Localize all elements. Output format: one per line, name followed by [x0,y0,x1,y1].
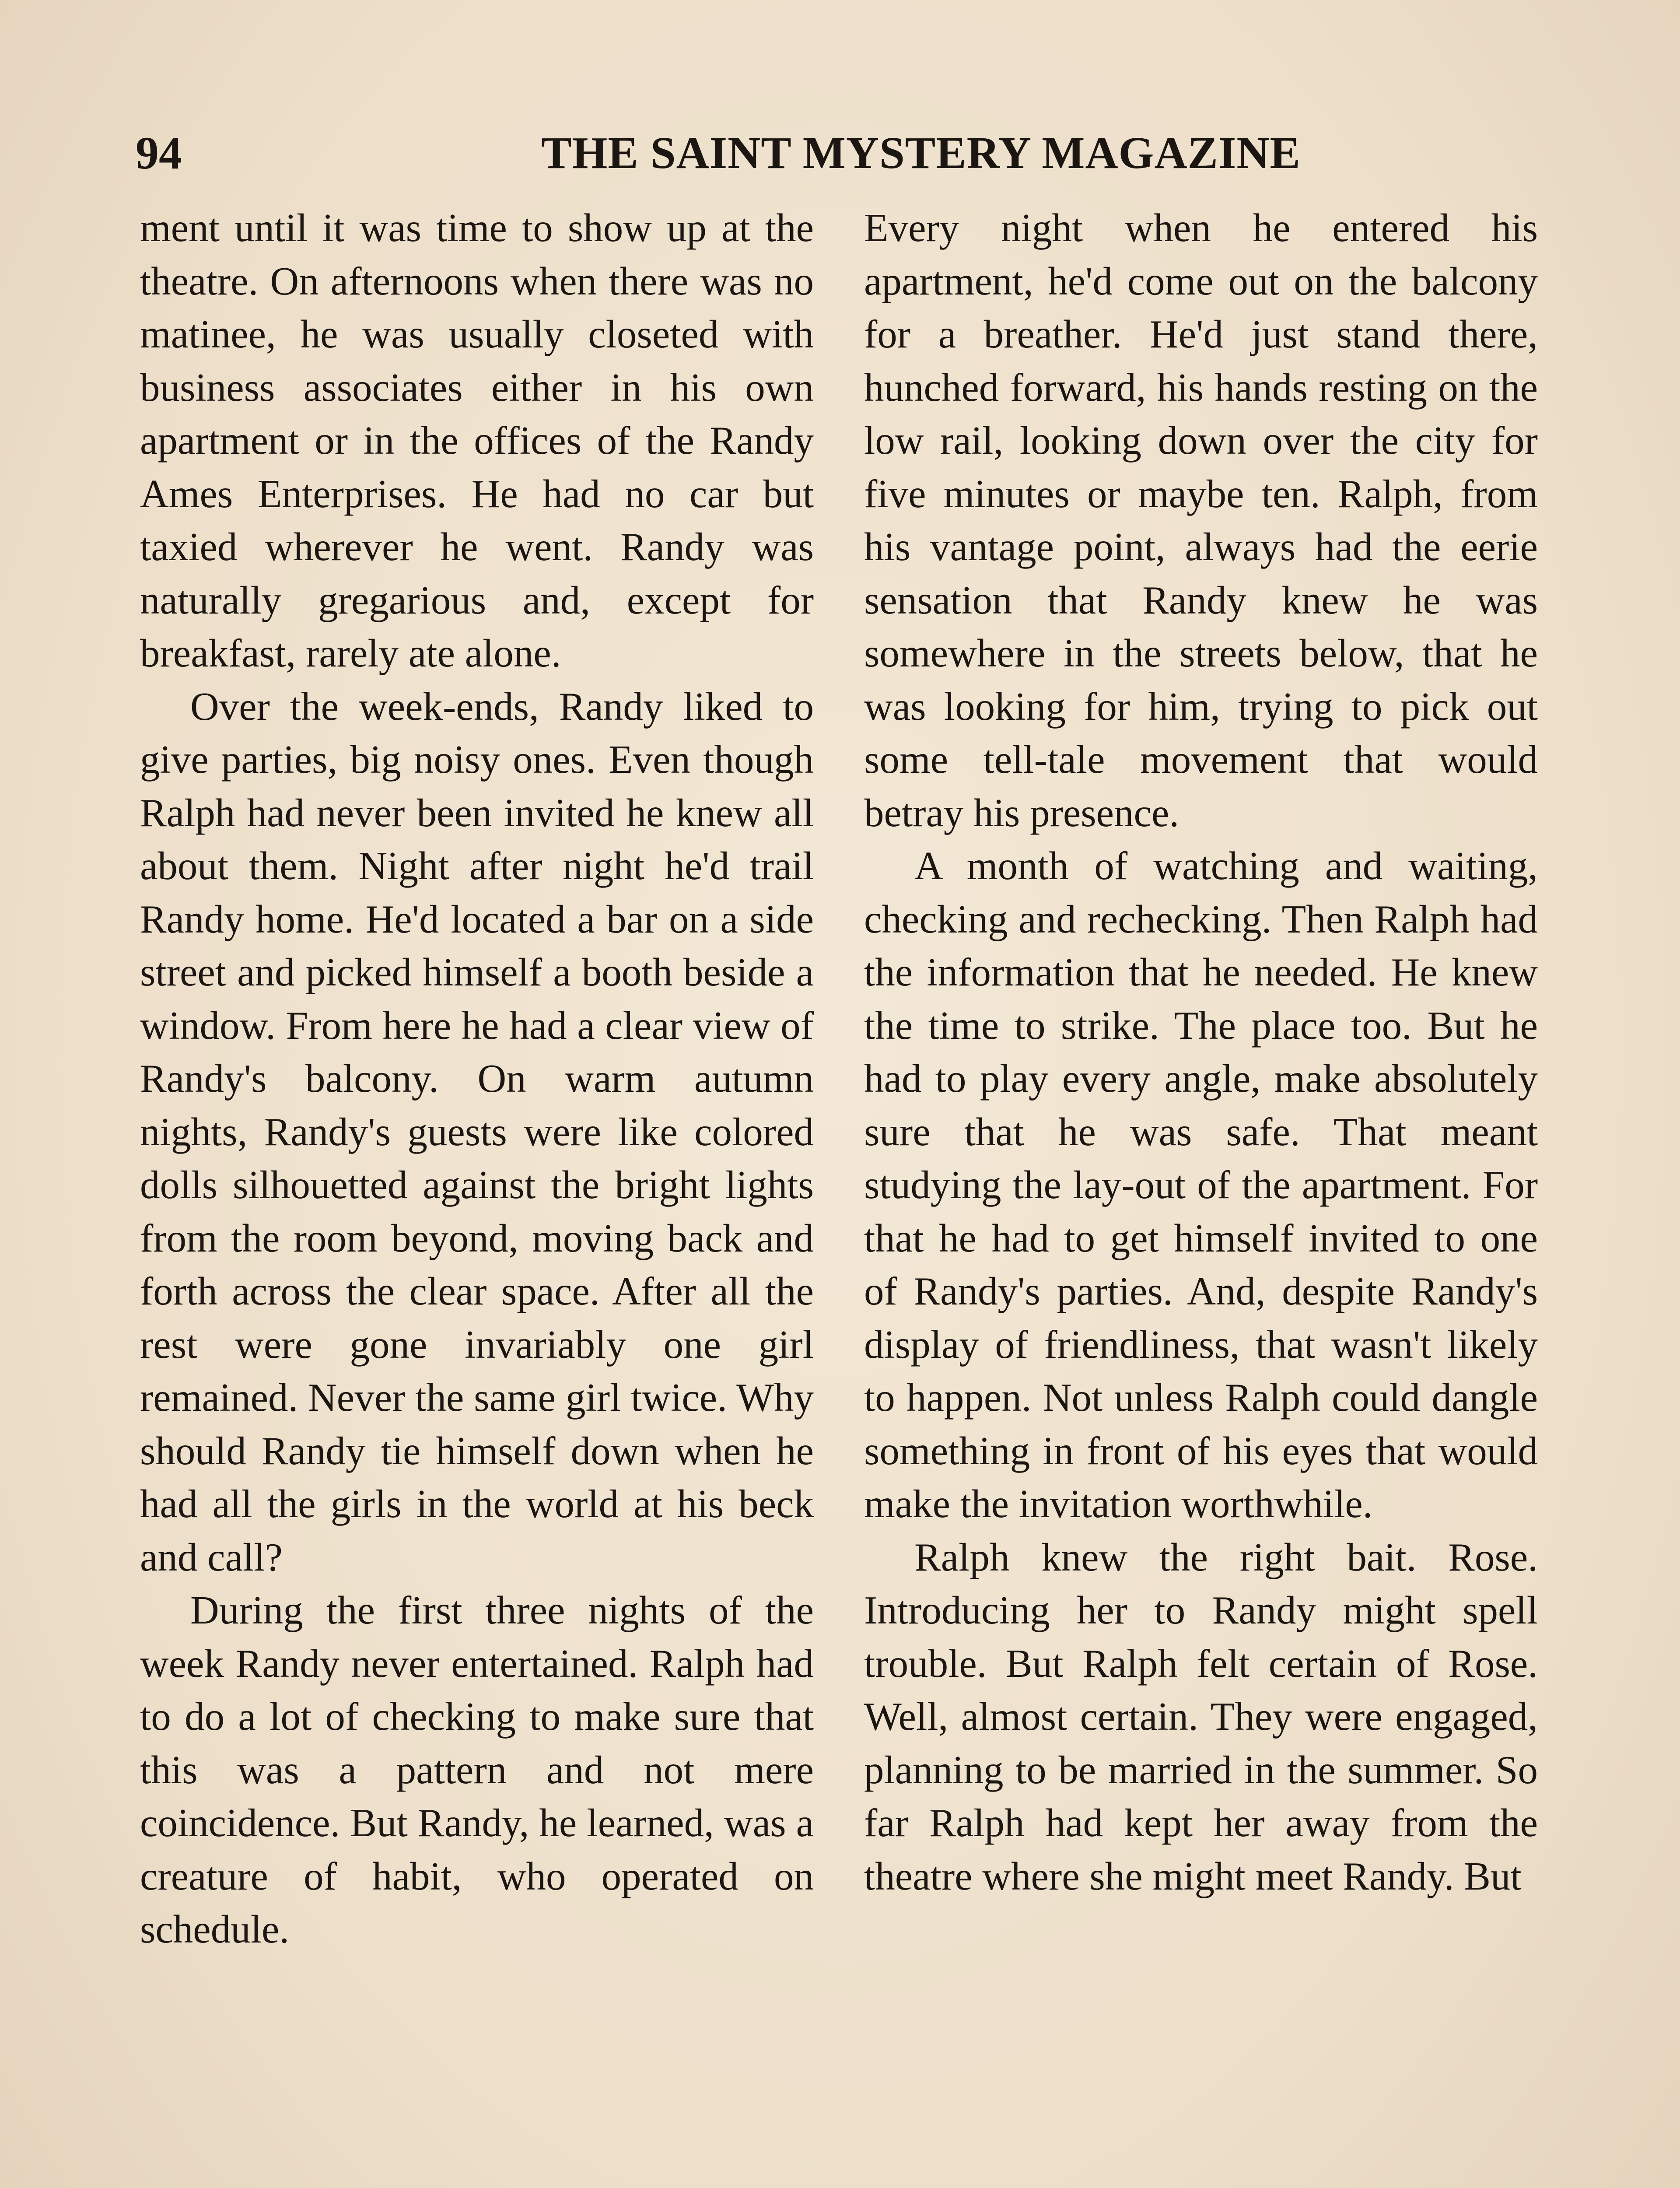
right-paragraph-1: Every night when he entered his apartment, he'd come out on the balcony for a breather. He'd just stand there, hunched forward, his hands resting on the low rail, looking down over the city for five minutes or maybe ten. Ralph, from his vantage point, always had the eerie sensation that Randy knew he was somewhere in the streets below, that he was looking for him, trying to pick out some tell-tale movement that would betray his presence. [864,206,1538,835]
right-paragraph-2: A month of watching and waiting, checking and rechecking. Then Ralph had the information that he needed. He knew the time to strike. The place too. But he had to play every angle, make absolutely sure that he was safe. That meant studying the lay-out of the apartment. For that he had to get himself invited to one of Randy's parties. And, despite Randy's display of friendliness, that wasn't likely to happen. Not unless Ralph could dangle something in front of his eyes that would make the invitation worthwhile. [864,844,1538,1526]
right-column [864,201,1538,1903]
page-number: 94 [136,127,182,179]
right-paragraph-3: Ralph knew the right bait. Rose. Introducing her to Randy might spell trouble. But Ralph felt certain of Rose. Well, almost certain. They were engaged, planning to be married in the summer. So far Ralph had kept her away from the theatre where she might meet Randy. But [864,1535,1538,1898]
left-paragraph-3: During the first three nights of the week Randy never entertained. Ralph had to do a lot of checking to make sure that this was a pattern and not mere coincidence. But Randy, he learned, was a creature of habit, who operated on schedule. [140,1588,814,1951]
page-header [136,123,1558,184]
left-column [140,201,814,1956]
magazine-title: THE SAINT MYSTERY MAGAZINE [541,128,1301,178]
left-paragraph-2: Over the week-ends, Randy liked to give parties, big noisy ones. Even though Ralph had never been invited he knew all about them. Night after night he'd trail Randy home. He'd located a bar on a side street and picked himself a booth beside a window. From here he had a clear view of Randy's balcony. On warm autumn nights, Randy's guests were like colored dolls silhouetted against the bright lights from the room beyond, moving back and forth across the clear space. After all the rest were gone invariably one girl remained. Never the same girl twice. Why should Randy tie himself down when he had all the girls in the world at his beck and call? [140,684,814,1579]
left-paragraph-1: ment until it was time to show up at the theatre. On afternoons when there was no matinee, he was usually closeted with business associates either in his own apartment or in the offices of the Randy Ames Enterprises. He had no car but taxied wherever he went. Randy was naturally gregarious and, except for breakfast, rarely ate alone. [140,206,814,675]
